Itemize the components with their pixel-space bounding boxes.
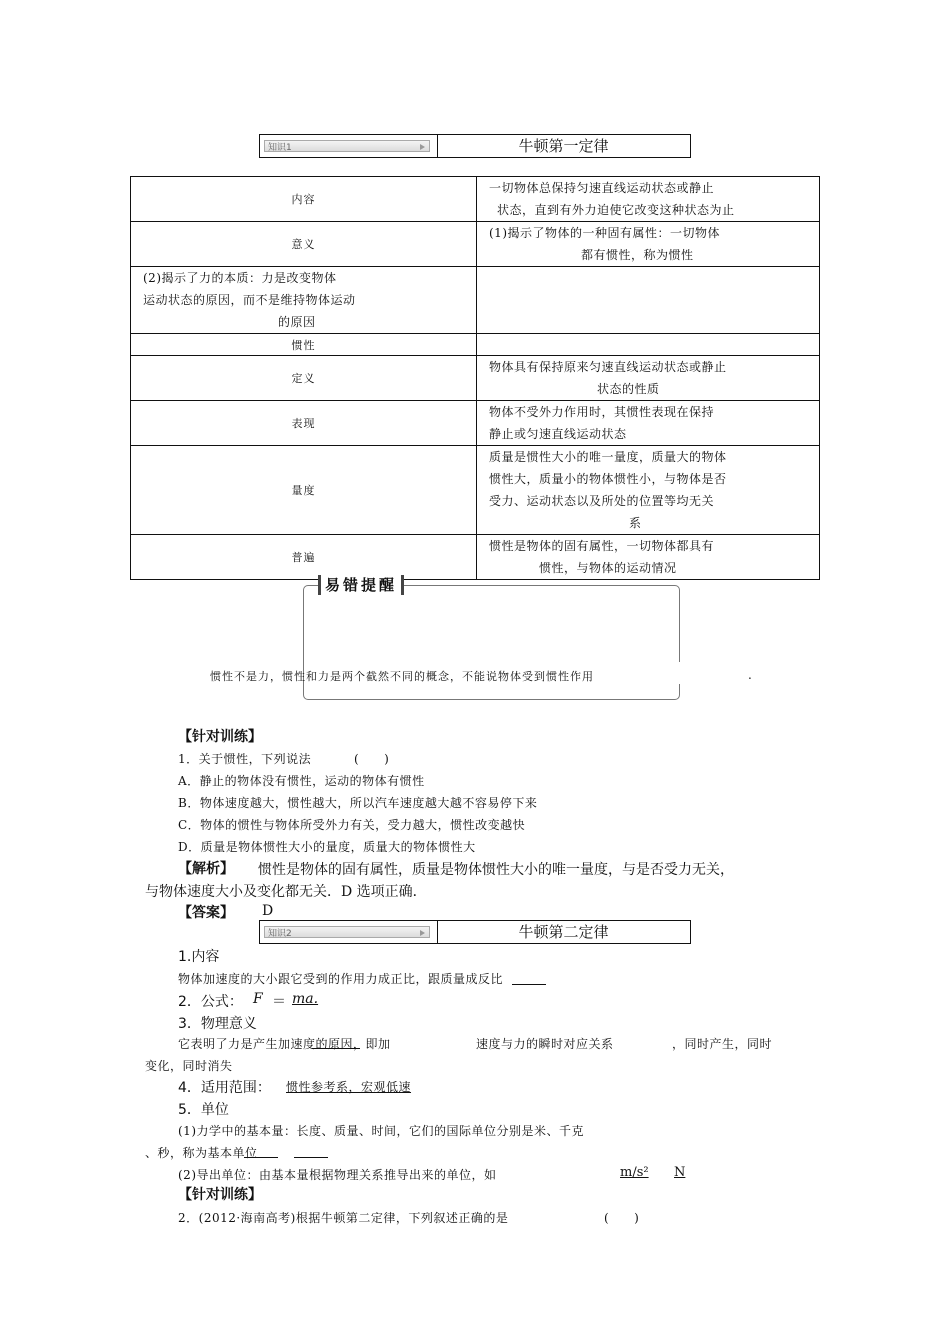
arrow-icon <box>420 144 425 150</box>
law2-heading-units: 5．单位 <box>178 1102 229 1118</box>
table-row <box>131 177 820 222</box>
units-text-a: (1)力学中的基本量：长度、质量、时间，它们的国际单位分别是米、千克 <box>178 1124 585 1138</box>
row-line: 状态，直到有外力迫使它改变这种状态为止 <box>497 203 735 217</box>
row-line: 一切物体总保持匀速直线运动状态或静止 <box>489 181 715 195</box>
section-tag <box>260 921 438 943</box>
row-content <box>477 401 820 446</box>
blank-line <box>512 984 546 985</box>
row-label: 内容 <box>131 177 477 222</box>
drill-heading: 【针对训练】 <box>178 1187 262 1203</box>
units-text-b: 、秒，称为基本单位 <box>145 1146 258 1160</box>
row-label: 定义 <box>131 356 477 401</box>
row-label: 表现 <box>131 401 477 446</box>
answer-paren: ( ) <box>354 752 390 766</box>
law2-content: 物体加速度的大小跟它受到的作用力成正比，跟质量成反比 <box>178 972 504 986</box>
blank-line <box>294 1157 328 1158</box>
knowledge-label: 知识2 <box>268 929 292 939</box>
table-row <box>131 334 820 356</box>
row-line: (2)揭示了力的本质：力是改变物体 <box>143 271 337 285</box>
row-content <box>477 446 820 535</box>
option-d: D．质量是物体惯性大小的量度，质量大的物体惯性大 <box>178 840 476 854</box>
option-a: A．静止的物体没有惯性，运动的物体有惯性 <box>178 774 425 788</box>
row-empty <box>477 267 820 334</box>
answer-value: D <box>262 903 274 919</box>
arrow-icon <box>420 930 425 936</box>
blank-line <box>370 1092 404 1093</box>
newton-first-law-table <box>130 176 820 580</box>
section-header-2 <box>259 920 691 944</box>
law2-heading-scope: 4．适用范围： <box>178 1080 271 1096</box>
option-b: B．物体速度越大，惯性越大，所以汽车速度越大越不容易停下来 <box>178 796 538 810</box>
row-line: 物体具有保持原来匀速直线运动状态或静止 <box>489 360 727 374</box>
reminder-dot: . <box>748 668 753 682</box>
question-text: 1．关于惯性，下列说法 <box>178 752 312 766</box>
row-line: 受力、运动状态以及所处的位置等均无关 <box>489 494 715 508</box>
section-header-1 <box>259 134 691 158</box>
analysis-label: 【解析】 <box>178 861 234 877</box>
row-line: 状态的性质 <box>597 382 660 396</box>
table-row <box>131 222 820 267</box>
row-label: 惯性 <box>131 334 477 356</box>
knowledge-chip <box>264 140 430 152</box>
table-row <box>131 535 820 580</box>
meaning-text-c: ，同时产生，同时 <box>672 1037 773 1051</box>
section-tag <box>260 135 438 157</box>
row-line: 运动状态的原因，而不是维持物体运动 <box>143 293 356 307</box>
answer-label: 【答案】 <box>178 905 234 921</box>
table-row <box>131 401 820 446</box>
section-title: 牛顿第二定律 <box>518 923 609 941</box>
meaning-text-a: 它表明了力是产生加速度的原因，即加 <box>178 1037 391 1051</box>
row-line: 物体不受外力作用时，其惯性表现在保持 <box>489 405 715 419</box>
meaning-text-d: 变化，同时消失 <box>145 1059 233 1073</box>
blank-line <box>244 1157 278 1158</box>
analysis-line-1: 惯性是物体的固有属性，质量是物体惯性大小的唯一量度，与是否受力无关， <box>258 862 734 878</box>
row-label: 普遍 <box>131 535 477 580</box>
unit-n: N <box>674 1165 686 1180</box>
formula-eq: ＝ <box>272 994 286 1010</box>
question-text: 2．(2012·海南高考)根据牛顿第二定律，下列叙述正确的是 <box>178 1211 509 1225</box>
reminder-text: 惯性不是力，惯性和力是两个截然不同的概念，不能说物体受到惯性作用 <box>210 670 594 683</box>
table-row <box>131 446 820 535</box>
row-content <box>477 177 820 222</box>
row-content <box>131 267 477 334</box>
blank-line <box>312 1048 360 1049</box>
row-content <box>477 222 820 267</box>
row-line: 惯性，与物体的运动情况 <box>539 561 677 575</box>
section-title: 牛顿第一定律 <box>518 137 609 155</box>
row-line: 静止或匀速直线运动状态 <box>489 427 627 441</box>
row-empty <box>477 334 820 356</box>
knowledge-chip <box>264 926 430 938</box>
row-line: 质量是惯性大小的唯一量度，质量大的物体 <box>489 450 727 464</box>
knowledge-label: 知识1 <box>268 143 292 153</box>
row-content <box>477 356 820 401</box>
formula-f: F <box>253 991 263 1007</box>
row-line: 惯性是物体的固有属性，一切物体都具有 <box>489 539 715 553</box>
units-text-c: (2)导出单位：由基本量根据物理关系推导出来的单位，如 <box>178 1168 497 1182</box>
law2-heading-meaning: 3．物理意义 <box>178 1016 257 1032</box>
row-line: (1)揭示了物体的一种固有属性：一切物体 <box>489 226 720 240</box>
option-c: C．物体的惯性与物体所受外力有关，受力越大，惯性改变越快 <box>178 818 526 832</box>
reminder-label: 易错提醒 <box>318 575 404 595</box>
row-line: 系 <box>629 516 642 530</box>
drill-heading: 【针对训练】 <box>178 729 262 745</box>
law2-heading-content: 1.内容 <box>178 949 220 965</box>
table-row <box>131 356 820 401</box>
row-label: 意义 <box>131 222 477 267</box>
answer-paren: ( ) <box>604 1211 640 1225</box>
unit-ms2: m/s² <box>620 1165 649 1180</box>
row-content <box>477 535 820 580</box>
row-label: 量度 <box>131 446 477 535</box>
row-line: 都有惯性，称为惯性 <box>581 248 694 262</box>
row-line: 惯性大，质量小的物体惯性小，与物体是否 <box>489 472 727 486</box>
formula-ma: ma. <box>292 991 319 1007</box>
meaning-text-b: 速度与力的瞬时对应关系 <box>476 1037 614 1051</box>
scope-text: 惯性参考系，宏观低速 <box>286 1080 412 1094</box>
analysis-line-2: 与物体速度大小及变化都无关．D 选项正确． <box>145 884 427 900</box>
row-line: 的原因 <box>278 315 316 329</box>
table-row <box>131 267 820 334</box>
law2-heading-formula: 2．公式： <box>178 994 243 1010</box>
